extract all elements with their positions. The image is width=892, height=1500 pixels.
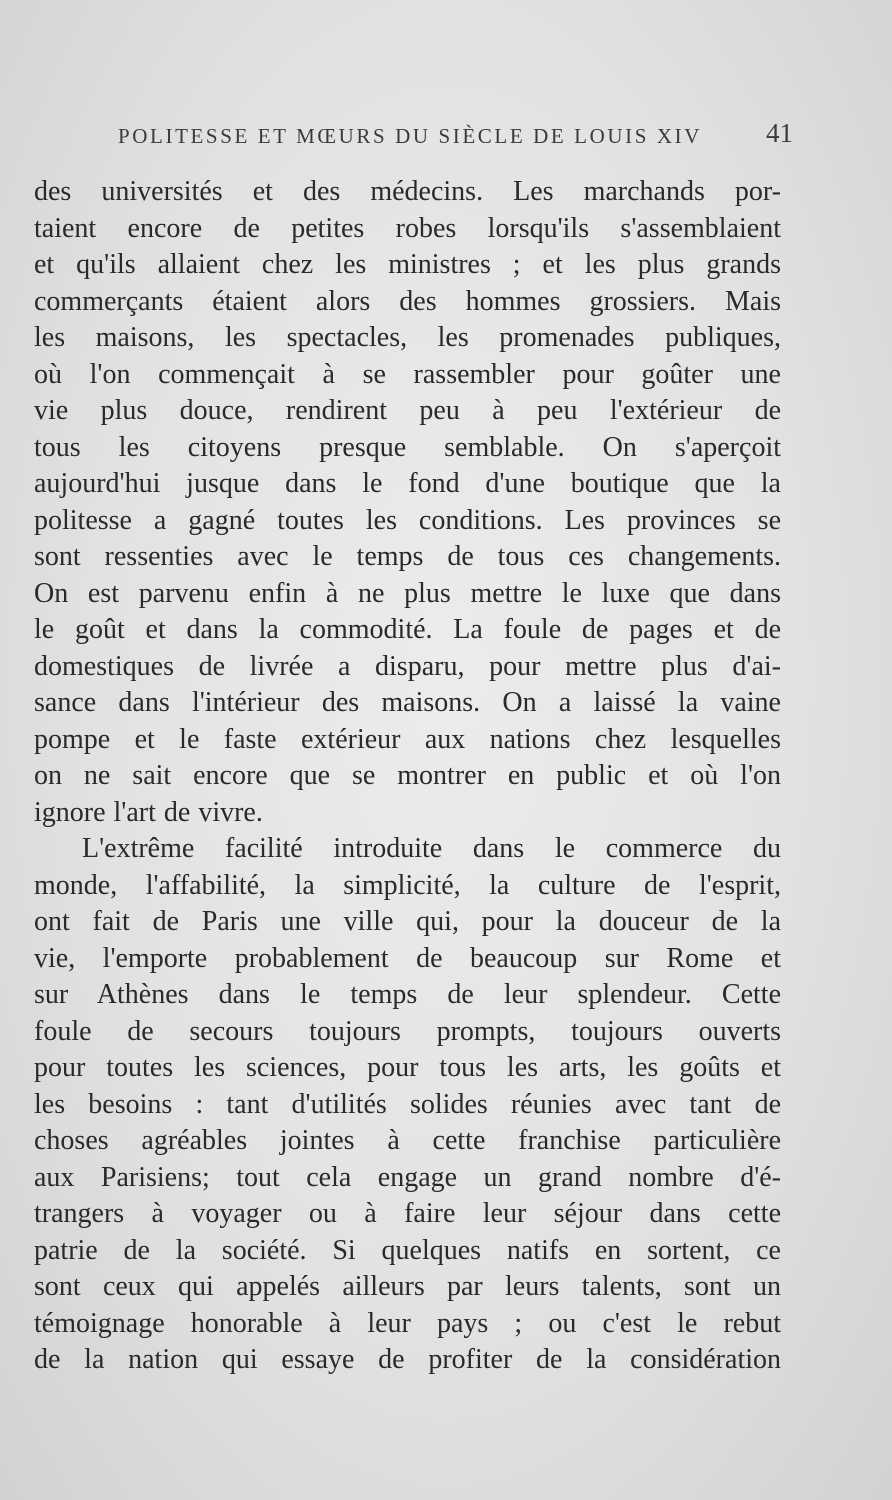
text-line: sur Athènes dans le temps de leur splendeur. Cette [34, 979, 781, 1010]
text-line: foule de secours toujours prompts, toujours ouverts [34, 1015, 781, 1047]
running-title: POLITESSE ET MŒURS DU SIÈCLE DE LOUIS XIV [118, 124, 702, 148]
text-line: pompe et le faste extérieur aux nations chez lesquelles [34, 723, 781, 755]
text-line: les maisons, les spectacles, les promenades publiques, [34, 322, 781, 353]
paragraph-start-line: L'extrême facilité introduite dans le commerce du [82, 833, 781, 864]
text-line: patrie de la société. Si quelques natifs en sortent, ce [34, 1234, 781, 1266]
paragraph-end-line: ignore l'art de vivre. [34, 796, 263, 828]
text-line: trangers à voyager ou à faire leur séjour dans cette [34, 1198, 781, 1229]
text-line: On est parvenu enfin à ne plus mettre le luxe que dans [34, 577, 781, 609]
text-line: les besoins : tant d'utilités solides réunies avec tant de [34, 1088, 781, 1120]
body-text [34, 174, 781, 1379]
text-line: taient encore de petites robes lorsqu'ils s'assemblaient [34, 212, 781, 244]
text-line: aujourd'hui jusque dans le fond d'une boutique que la [34, 468, 781, 499]
text-line: vie, l'emporte probablement de beaucoup sur Rome et [34, 942, 781, 974]
text-line: et qu'ils allaient chez les ministres ; et les plus grands [34, 249, 781, 280]
text-line: commerçants étaient alors des hommes grossiers. Mais [34, 285, 781, 317]
text-line: sont ceux qui appelés ailleurs par leurs talents, sont un [34, 1271, 781, 1302]
text-line: sance dans l'intérieur des maisons. On a laissé la vaine [34, 687, 781, 718]
text-line: où l'on commençait à se rassembler pour goûter une [34, 358, 781, 390]
text-line: témoignage honorable à leur pays ; ou c'est le rebut [34, 1307, 781, 1339]
text-line: ont fait de Paris une ville qui, pour la douceur de la [34, 906, 781, 937]
text-line: politesse a gagné toutes les conditions. Les provinces se [34, 504, 781, 536]
text-line: aux Parisiens; tout cela engage un grand nombre d'é- [34, 1161, 781, 1193]
text-line: domestiques de livrée a disparu, pour mettre plus d'ai- [34, 650, 781, 682]
text-line: des universités et des médecins. Les marchands por- [34, 176, 781, 207]
text-line: vie plus douce, rendirent peu à peu l'extérieur de [34, 395, 781, 426]
page-number: 41 [766, 118, 793, 148]
text-line: de la nation qui essaye de profiter de la considération [34, 1344, 781, 1375]
text-line: choses agréables jointes à cette franchise particulière [34, 1125, 781, 1156]
page-header [118, 118, 793, 158]
text-line: on ne sait encore que se montrer en public et où l'on [34, 760, 781, 791]
text-line: tous les citoyens presque semblable. On s'aperçoit [34, 431, 781, 463]
text-line: monde, l'affabilité, la simplicité, la culture de l'esprit, [34, 869, 781, 901]
text-line: pour toutes les sciences, pour tous les arts, les goûts et [34, 1052, 781, 1083]
text-line: sont ressenties avec le temps de tous ces changements. [34, 541, 781, 572]
text-line: le goût et dans la commodité. La foule de pages et de [34, 614, 781, 645]
